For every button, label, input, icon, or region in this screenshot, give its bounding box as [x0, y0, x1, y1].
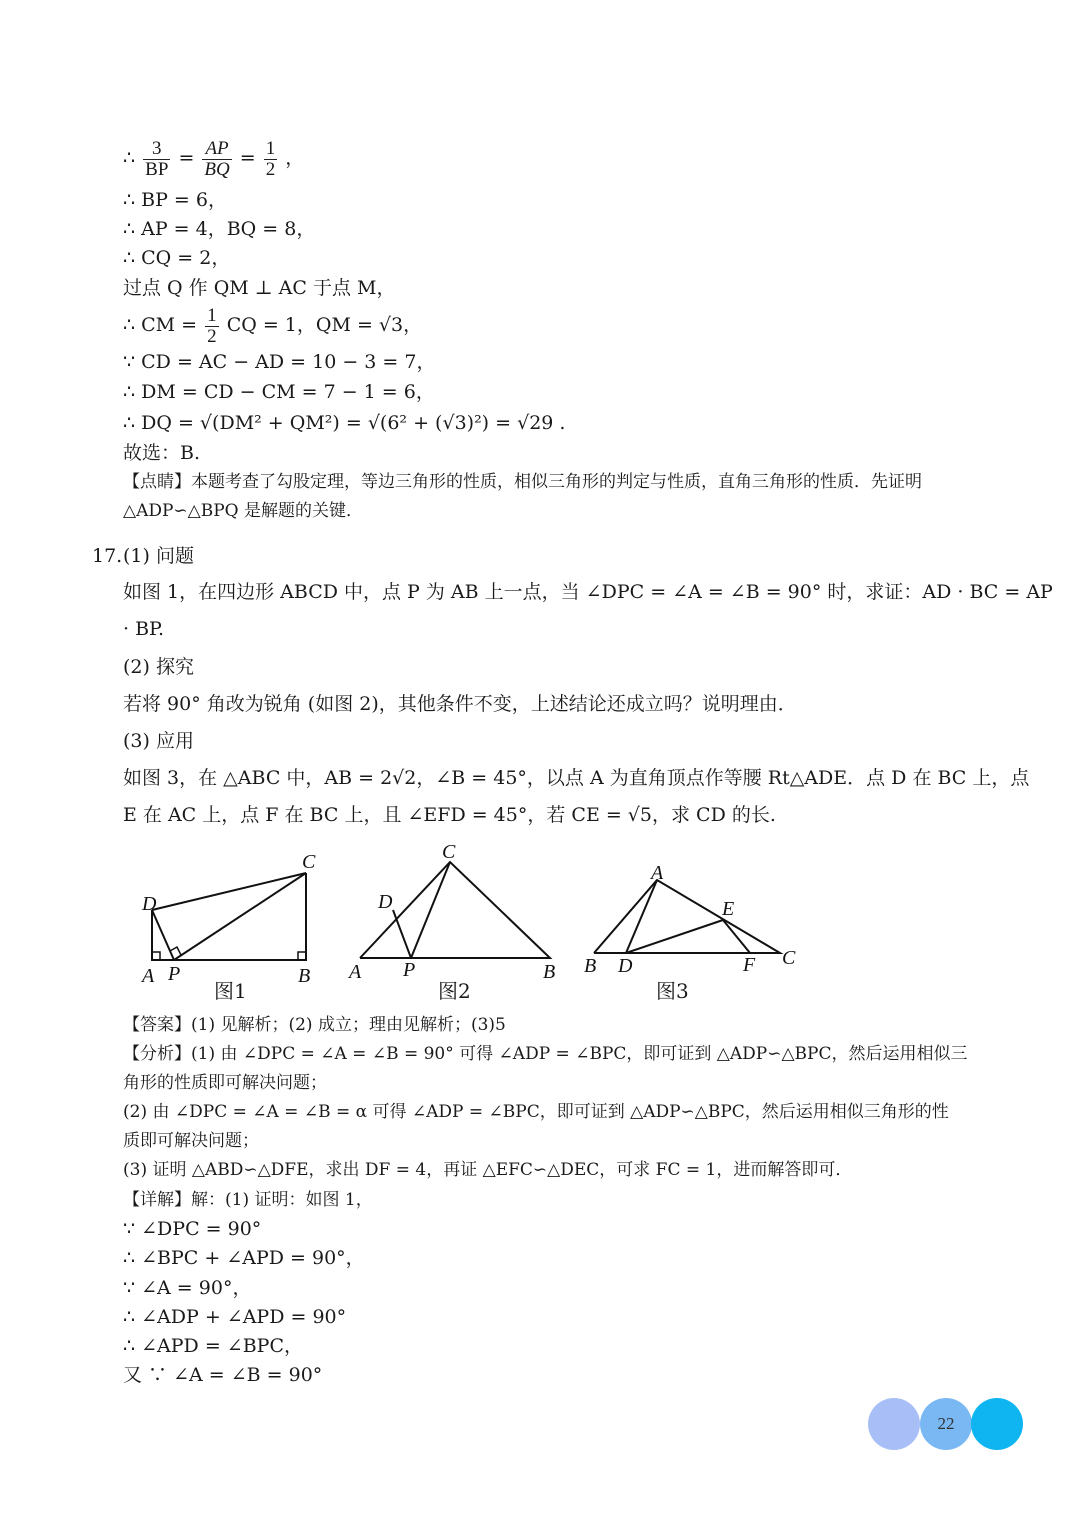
- step-line: ∵ CD = AC − AD = 10 − 3 = 7，: [123, 351, 436, 373]
- figure-1-diagram: [130, 840, 330, 990]
- figure-1: [130, 840, 330, 994]
- figure-1-caption: 图1: [214, 979, 247, 1003]
- proof-line: ∴ ∠BPC + ∠APD = 90°，: [123, 1247, 365, 1269]
- figure-3-diagram: [580, 840, 810, 990]
- step-line: 过点 Q 作 QM ⊥ AC 于点 M，: [123, 277, 396, 299]
- analysis-line: (2) 由 ∠DPC = ∠A = ∠B = α 可得 ∠ADP = ∠BPC，即可证到 △ADP∽△BPC，然后运用相似三角形的性: [123, 1102, 949, 1122]
- analysis-line: (3) 证明 △ABD∽△DFE，求出 DF = 4，再证 △EFC∽△DEC，可求 FC = 1，进而解答即可．: [123, 1160, 853, 1180]
- remark-line: △ADP∽△BPQ 是解题的关键．: [123, 501, 364, 521]
- figure-2-caption: 图2: [438, 979, 471, 1003]
- label-c: C: [442, 841, 456, 863]
- part1-title: (1) 问题: [123, 545, 194, 567]
- label-b: B: [543, 961, 556, 983]
- label-c: C: [302, 851, 316, 873]
- step-ratio-line: ∴ $\frac{3}{BP}$ = $\frac{AP}{BQ}$ = $\frac{1}{2}$ ，: [123, 137, 305, 180]
- therefore-symbol: ∴: [123, 147, 136, 169]
- page-number: 22: [937, 1414, 955, 1433]
- label-b: B: [298, 965, 311, 987]
- part1-text-cont: · BP.: [123, 618, 165, 640]
- figure-3-caption: 图3: [656, 979, 689, 1003]
- label-d: D: [618, 955, 633, 977]
- page-number-badge: [868, 1398, 1028, 1450]
- figure-2-diagram: [345, 840, 565, 990]
- step-line: 故选：B.: [123, 442, 201, 464]
- figure-3: [580, 840, 810, 994]
- part3-text: 如图 3，在 △ABC 中，AB = 2√2，∠B = 45°，以点 A 为直角顶点作等腰 Rt△ADE．点 D 在 BC 上，点: [123, 767, 1030, 789]
- fraction-one-half: $\frac{1}{2}$: [207, 304, 217, 347]
- label-f: F: [743, 954, 756, 976]
- part3-text-cont: E 在 AC 上，点 F 在 BC 上，且 ∠EFD = 45°，若 CE = √5，求 CD 的长.: [123, 804, 776, 826]
- step-line: ∴ DQ = √(DM² + QM²) = √(6² + (√3)²) = √29 .: [123, 412, 566, 434]
- step-cm-line: ∴ CM = $\frac{1}{2}$ CQ = 1，QM = √3，: [123, 304, 423, 347]
- badge-circle-left: [868, 1398, 920, 1450]
- fraction-3-over-bp: $\frac{3}{BP}$: [145, 137, 169, 180]
- label-p: P: [403, 959, 416, 981]
- figure-2: [345, 840, 565, 994]
- proof-line: ∴ ∠APD = ∠BPC，: [123, 1335, 303, 1357]
- detail-line: 【详解】解：(1) 证明：如图 1，: [123, 1190, 373, 1210]
- problem-number: 17.: [92, 545, 123, 567]
- step-line: ∴ DM = CD − CM = 7 − 1 = 6，: [123, 381, 435, 403]
- proof-line: ∴ ∠ADP + ∠APD = 90°: [123, 1306, 347, 1328]
- step-line: ∴ BP = 6，: [123, 189, 227, 211]
- label-c: C: [782, 947, 796, 969]
- fraction-ap-over-bq: $\frac{AP}{BQ}$: [204, 137, 230, 180]
- proof-line: ∵ ∠DPC = 90°: [123, 1218, 262, 1240]
- badge-circle-right: [971, 1398, 1023, 1450]
- part2-title: (2) 探究: [123, 656, 194, 678]
- label-e: E: [722, 898, 735, 920]
- label-a: A: [651, 862, 664, 884]
- label-a: A: [142, 965, 155, 987]
- step-line: ∴ AP = 4，BQ = 8，: [123, 218, 316, 240]
- remark-line: 【点睛】本题考查了勾股定理，等边三角形的性质，相似三角形的判定与性质，直角三角形的性质．先证明: [123, 472, 922, 492]
- label-p: P: [168, 963, 181, 985]
- analysis-line: 角形的性质即可解决问题；: [123, 1073, 327, 1093]
- part1-text: 如图 1，在四边形 ABCD 中，点 P 为 AB 上一点，当 ∠DPC = ∠A = ∠B = 90° 时，求证：AD · BC = AP: [123, 581, 1053, 603]
- proof-line: ∵ ∠A = 90°，: [123, 1277, 252, 1299]
- label-b: B: [584, 955, 597, 977]
- analysis-line: 质即可解决问题；: [123, 1131, 259, 1151]
- label-a: A: [349, 961, 362, 983]
- proof-line: 又 ∵ ∠A = ∠B = 90°: [123, 1364, 323, 1386]
- answer-line: 【答案】(1) 见解析；(2) 成立；理由见解析；(3)5: [123, 1015, 506, 1035]
- part2-text: 若将 90° 角改为锐角 (如图 2)，其他条件不变，上述结论还成立吗？说明理由．: [123, 693, 797, 715]
- analysis-line: 【分析】(1) 由 ∠DPC = ∠A = ∠B = 90° 可得 ∠ADP = ∠BPC，即可证到 △ADP∽△BPC，然后运用相似三: [123, 1044, 968, 1064]
- fraction-one-half: $\frac{1}{2}$: [265, 137, 276, 180]
- label-d: D: [142, 893, 157, 915]
- label-d: D: [378, 891, 393, 913]
- part3-title: (3) 应用: [123, 730, 194, 752]
- step-line: ∴ CQ = 2，: [123, 247, 231, 269]
